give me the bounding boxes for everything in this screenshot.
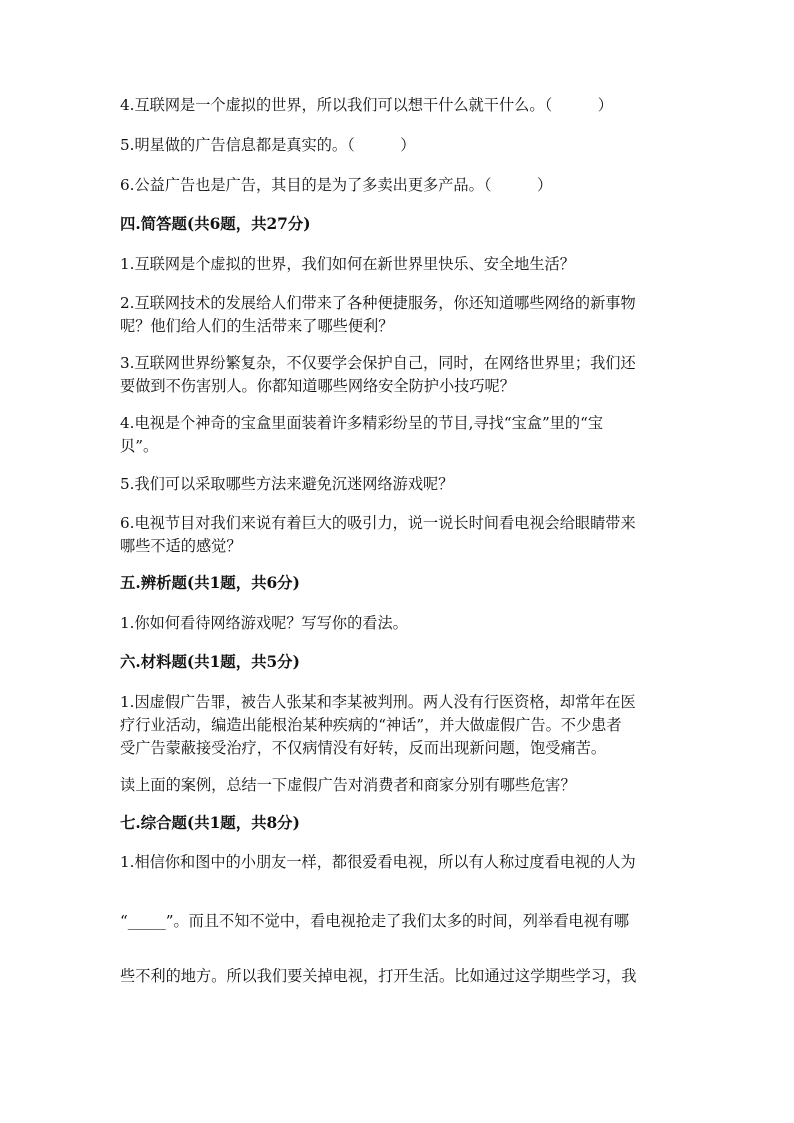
section4-heading: 四.简答题(共6题，共27分) (120, 215, 311, 233)
section4-q6-line2: 哪些不适的感觉？ (120, 537, 242, 555)
section7-q1-line1: 1.相信你和图中的小朋友一样，都很爱看电视，所以有人称过度看电视的人为 (120, 853, 636, 871)
section6-q1-line2: 疗行业活动，编造出能根治某种疾病的“神话”，并大做虚假广告。不少患者 (120, 716, 622, 734)
section7-q1-line2: “_____”。而且不知不觉中，看电视抢走了我们太多的时间，列举看电视有哪 (120, 912, 630, 930)
section5-heading: 五.辨析题(共1题，共6分) (120, 574, 300, 592)
section4-q3-line1: 3.互联网世界纷繁复杂，不仅要学会保护自己，同时，在网络世界里；我们还 (120, 354, 636, 372)
judgment-item-5: 5.明星做的广告信息都是真实的。（ ） (120, 136, 416, 154)
section7-heading: 七.综合题(共1题，共8分) (120, 814, 300, 832)
section4-q4-line2: 贝”。 (120, 437, 159, 455)
section6-q1-line1: 1.因虚假广告罪，被告人张某和李某被判刑。两人没有行医资格，却常年在医 (120, 693, 636, 711)
section4-q6-line1: 6.电视节目对我们来说有着巨大的吸引力，说一说长时间看电视会给眼睛带来 (120, 514, 636, 532)
section4-q2-line2: 呢？他们给人们的生活带来了哪些便利？ (120, 317, 394, 335)
section4-q3-line2: 要做到不伤害别人。你都知道哪些网络安全防护小技巧呢？ (120, 377, 515, 395)
section7-q1-line3: 些不利的地方。所以我们要关掉电视，打开生活。比如通过这学期些学习，我 (120, 967, 637, 985)
section4-q1: 1.互联网是个虚拟的世界，我们如何在新世界里快乐、安全地生活？ (120, 255, 575, 273)
section4-q5: 5.我们可以采取哪些方法来避免沉迷网络游戏呢？ (120, 475, 454, 493)
section6-prompt: 读上面的案例，总结一下虚假广告对消费者和商家分别有哪些危害？ (120, 776, 576, 794)
section6-q1-line3: 受广告蒙蔽接受治疗，不仅病情没有好转，反而出现新问题，饱受痛苦。 (120, 739, 606, 757)
judgment-item-6: 6.公益广告也是广告，其目的是为了多卖出更多产品。（ ） (120, 176, 553, 194)
judgment-item-4: 4.互联网是一个虚拟的世界，所以我们可以想干什么就干什么。（ ） (120, 96, 613, 114)
section4-q2-line1: 2.互联网技术的发展给人们带来了各种便捷服务，你还知道哪些网络的新事物 (120, 294, 636, 312)
section5-q1: 1.你如何看待网络游戏呢？写写你的看法。 (120, 614, 408, 632)
section4-q4-line1: 4.电视是个神奇的宝盒里面装着许多精彩纷呈的节目,寻找“宝盒”里的“宝 (120, 414, 604, 432)
section6-heading: 六.材料题(共1题，共5分) (120, 653, 300, 671)
